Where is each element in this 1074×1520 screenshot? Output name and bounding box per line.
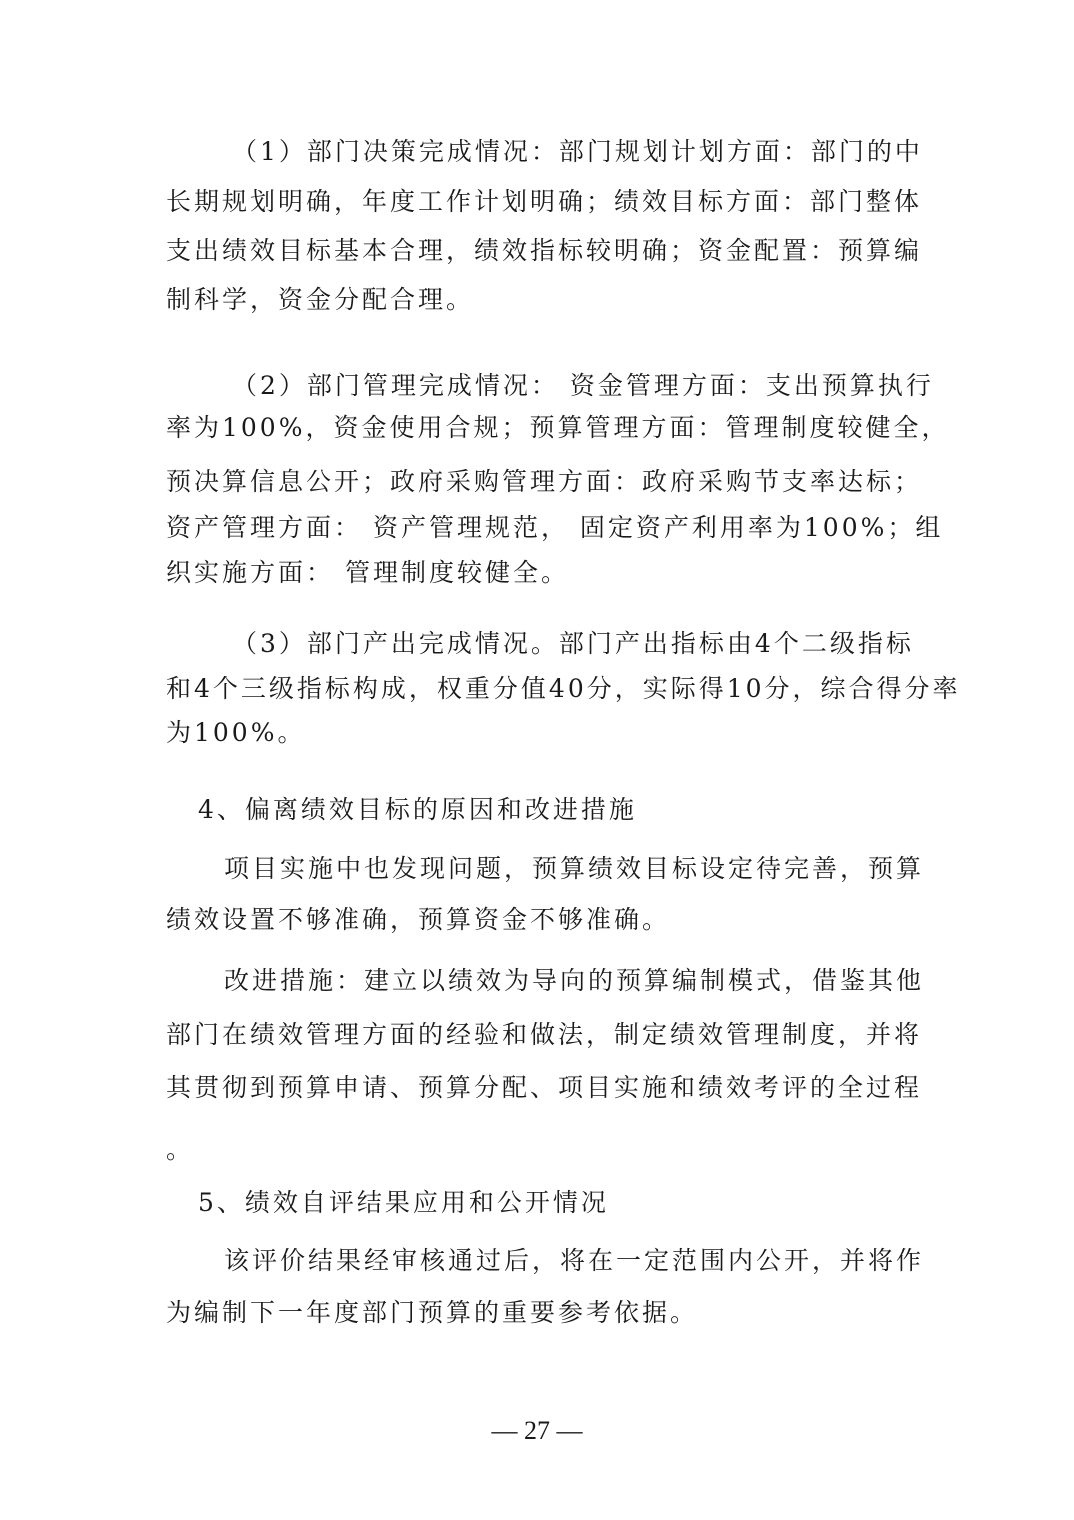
paragraph-2-line-3: 预决算信息公开；政府采购管理方面：政府采购节支率达标；	[166, 467, 923, 496]
section-heading-4: 4、偏离绩效目标的原因和改进措施	[198, 795, 637, 824]
paragraph-1-line-4: 制科学，资金分配合理。	[166, 285, 475, 314]
paragraph-6-line-1: 该评价结果经审核通过后，将在一定范围内公开，并将作	[224, 1246, 925, 1275]
paragraph-3-line-2: 和4个三级指标构成，权重分值40分，实际得10分，综合得分率	[166, 674, 961, 703]
paragraph-2-line-2: 率为100%，资金使用合规；预算管理方面：管理制度较健全，	[166, 413, 950, 442]
section-heading-5: 5、绩效自评结果应用和公开情况	[198, 1188, 609, 1217]
paragraph-3-line-1: （3）部门产出完成情况。部门产出指标由4个二级指标	[232, 629, 914, 658]
paragraph-5-line-3: 其贯彻到预算申请、预算分配、项目实施和绩效考评的全过程	[166, 1073, 923, 1102]
paragraph-2-line-4: 资产管理方面： 资产管理规范， 固定资产利用率为100%；组	[166, 513, 944, 542]
page-number: — 27 —	[491, 1416, 583, 1445]
paragraph-3-line-3: 为100%。	[166, 718, 306, 747]
paragraph-5-line-1: 改进措施：建立以绩效为导向的预算编制模式，借鉴其他	[224, 966, 925, 995]
paragraph-4-line-2: 绩效设置不够准确，预算资金不够准确。	[166, 905, 671, 934]
paragraph-4-line-1: 项目实施中也发现问题，预算绩效目标设定待完善，预算	[224, 854, 925, 883]
paragraph-2-line-5: 织实施方面： 管理制度较健全。	[166, 558, 569, 587]
paragraph-5-line-4: 。	[166, 1135, 195, 1164]
paragraph-1-line-2: 长期规划明确，年度工作计划明确；绩效目标方面：部门整体	[166, 187, 923, 216]
paragraph-5-line-2: 部门在绩效管理方面的经验和做法，制定绩效管理制度，并将	[166, 1020, 923, 1049]
paragraph-2-line-1: （2）部门管理完成情况： 资金管理方面：支出预算执行	[232, 371, 934, 400]
paragraph-1-line-1: （1）部门决策完成情况：部门规划计划方面：部门的中	[232, 137, 923, 166]
paragraph-1-line-3: 支出绩效目标基本合理，绩效指标较明确；资金配置：预算编	[166, 236, 923, 265]
paragraph-6-line-2: 为编制下一年度部门预算的重要参考依据。	[166, 1298, 699, 1327]
